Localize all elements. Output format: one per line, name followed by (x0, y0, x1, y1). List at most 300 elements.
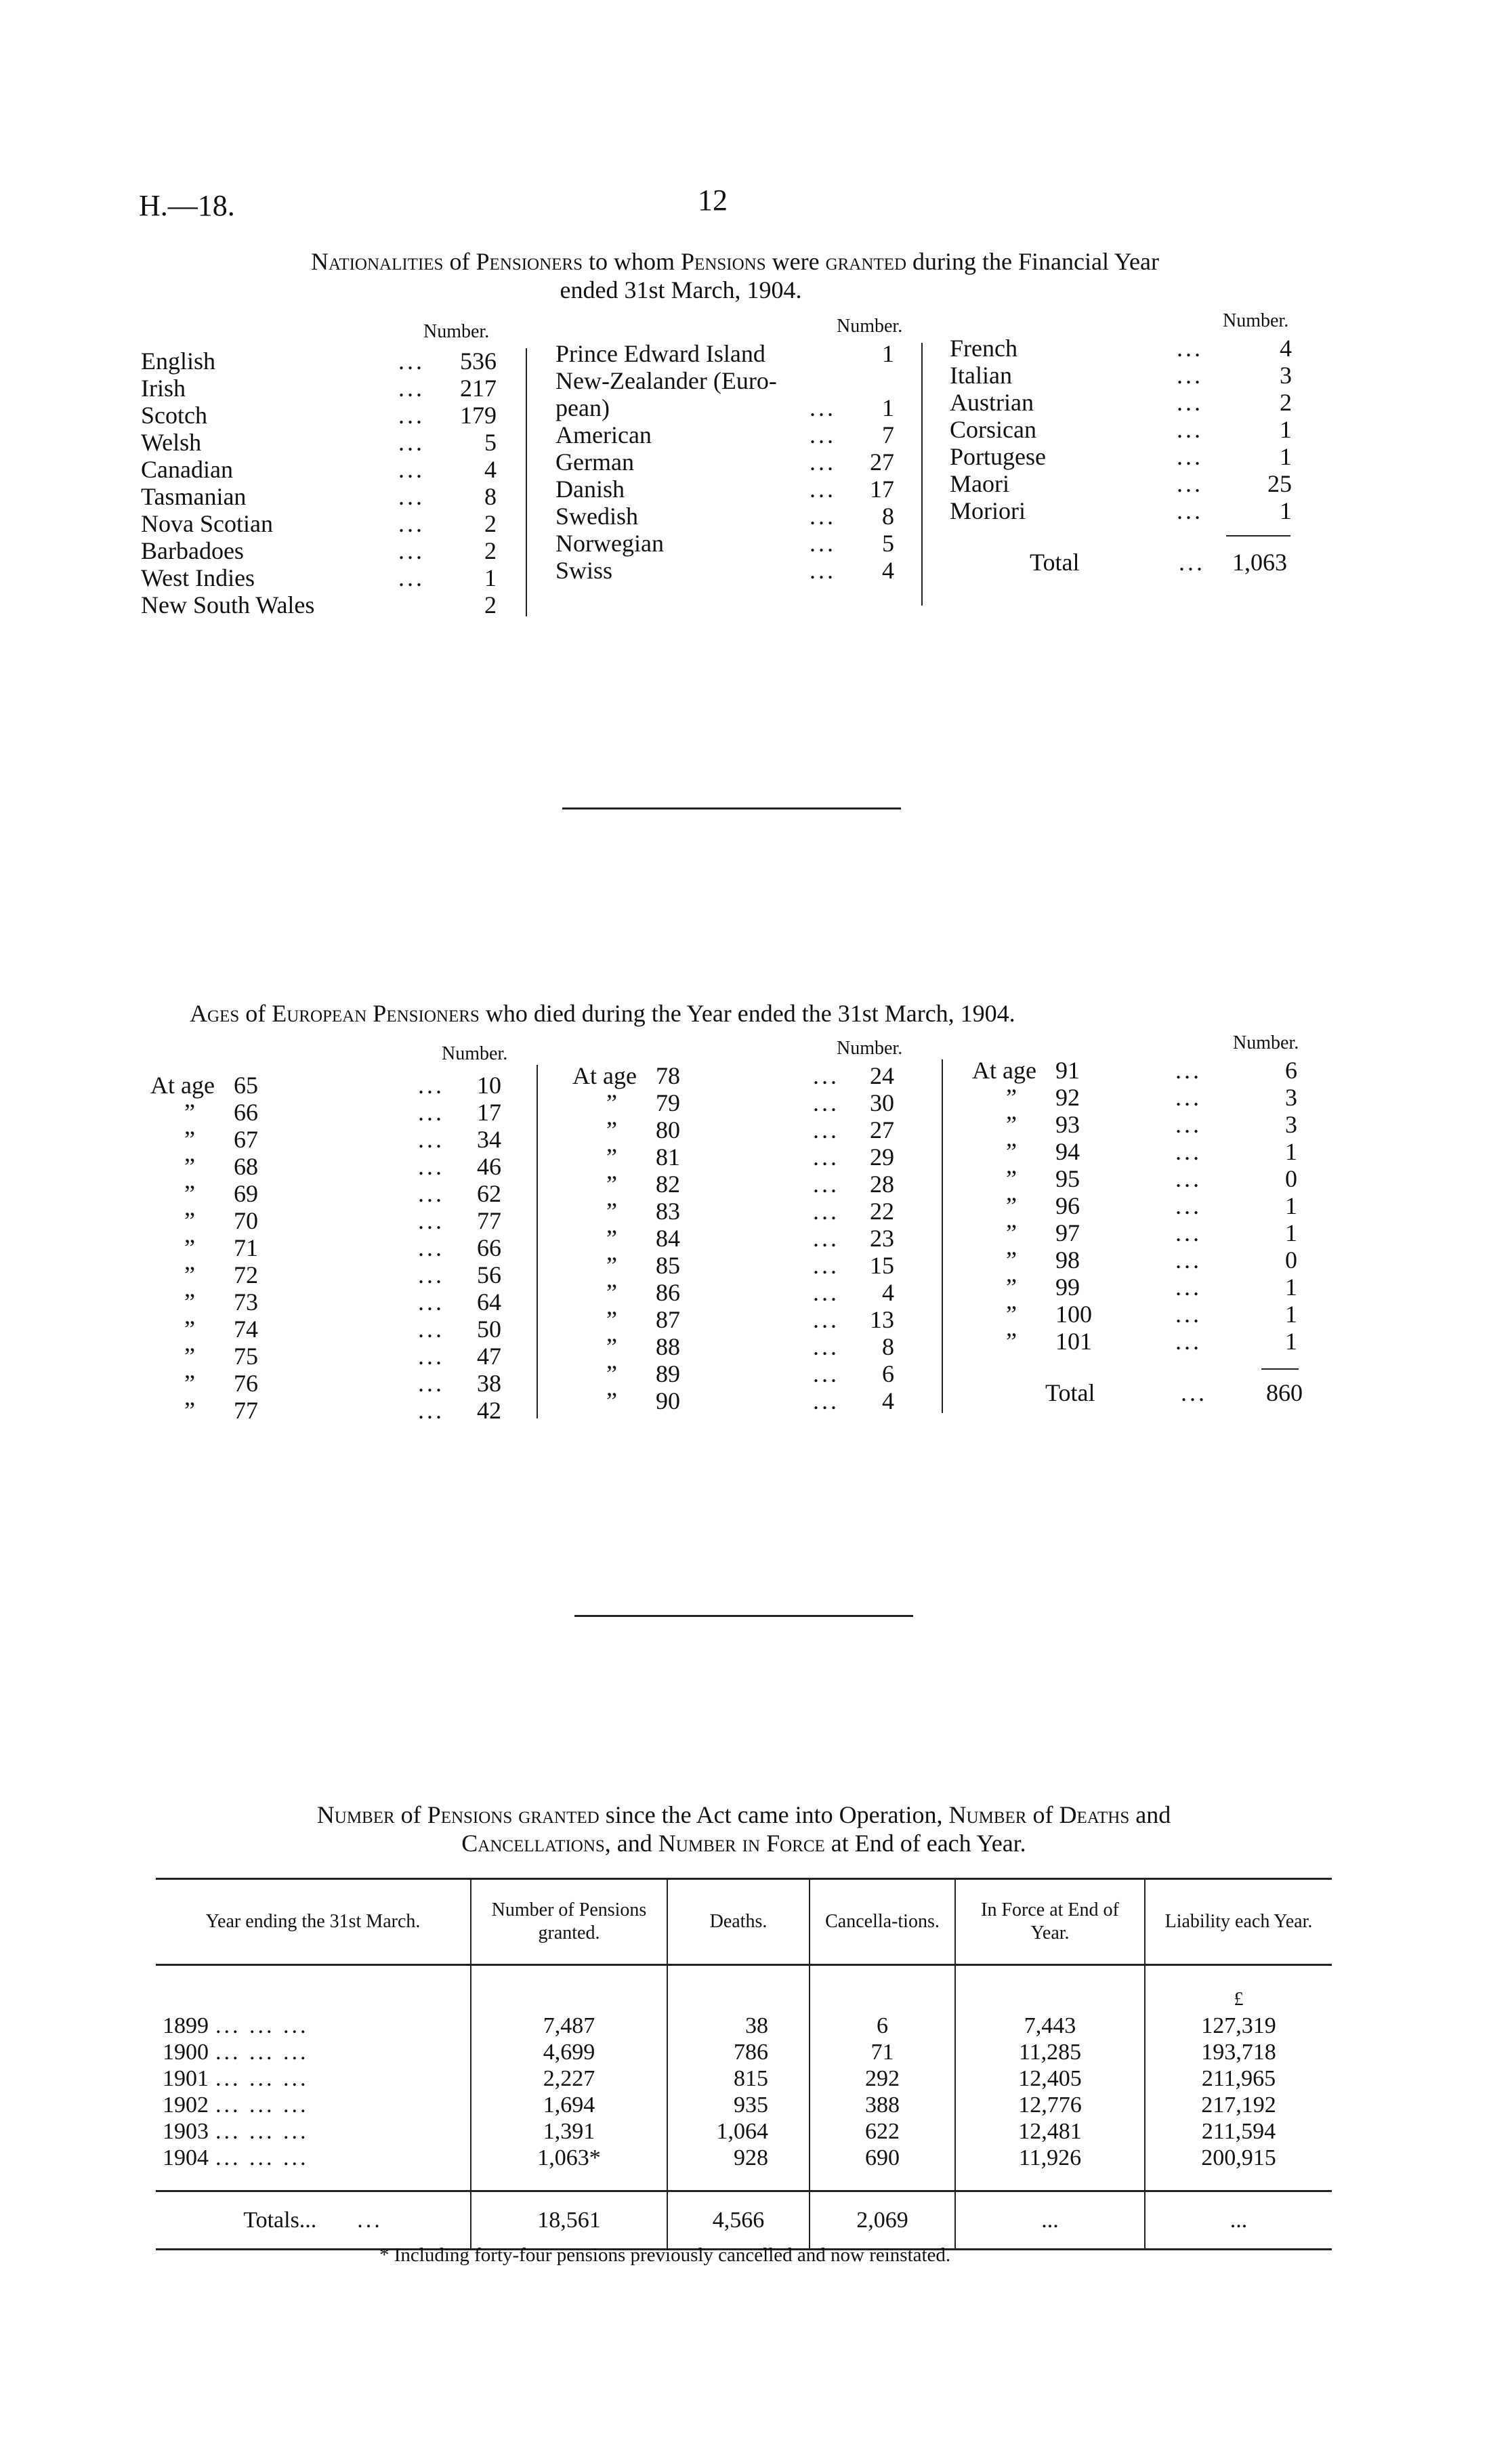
age-value: 95 (1055, 1165, 1080, 1192)
age-value: 76 (234, 1370, 258, 1397)
nationality-count: 4 (484, 456, 497, 483)
nationality-label: Swiss (555, 557, 613, 584)
nationality-label: Portugese (950, 443, 1046, 470)
age-count: 27 (870, 1116, 894, 1143)
totals-label: Totals... (243, 2208, 317, 2233)
age-value: 78 (656, 1062, 680, 1089)
nationality-label: Maori (950, 470, 1009, 497)
table-cell: 1903 ... ... ... (163, 2119, 309, 2144)
age-value: 85 (656, 1252, 680, 1279)
age-prefix: ” (1006, 1165, 1017, 1192)
table-cell: 12,481 (1018, 2119, 1082, 2144)
nationality-label: Corsican (950, 416, 1036, 443)
age-value: 73 (234, 1288, 258, 1316)
title-word: of (239, 1000, 272, 1027)
list-item: ” 101 ... 1 (1006, 1328, 1297, 1355)
age-prefix: ” (184, 1316, 195, 1343)
age-value: 66 (234, 1099, 258, 1126)
age-value: 71 (234, 1234, 258, 1261)
nationality-label: Swedish (555, 503, 639, 530)
age-value: 98 (1055, 1246, 1080, 1274)
age-value: 99 (1055, 1274, 1080, 1301)
total-label: Total (1045, 1379, 1095, 1406)
age-count: 3 (1285, 1084, 1297, 1111)
nationality-label: Moriori (950, 497, 1026, 524)
age-count: 56 (477, 1261, 501, 1288)
age-count: 1 (1285, 1138, 1297, 1165)
nationality-label: American (555, 421, 652, 448)
age-count: 1 (1285, 1219, 1297, 1246)
age-count: 42 (477, 1397, 501, 1424)
age-count: 62 (477, 1180, 501, 1207)
age-count: 8 (882, 1333, 894, 1360)
table-cell: 1,063* (537, 2145, 601, 2170)
age-prefix: ” (1006, 1328, 1017, 1355)
total-rule (1226, 535, 1290, 537)
age-count: 50 (477, 1316, 501, 1343)
table-cell: 211,594 (1201, 2119, 1276, 2144)
nationality-count: 1 (1280, 443, 1292, 470)
title-word: of (394, 1801, 427, 1828)
totals-in-force: ... (955, 2191, 1145, 2250)
list-item: ” 80 ... 27 (606, 1116, 894, 1143)
list-item: Nova Scotian ... 2 (141, 510, 497, 537)
footnote: * Including forty-four pensions previously cancelled and now reinstated. (379, 2244, 951, 2266)
table-cell: 11,926 (1018, 2145, 1082, 2170)
table-header-row (156, 1879, 1332, 1965)
age-prefix: At age (572, 1062, 637, 1089)
list-item: ” 66 ... 17 (184, 1099, 501, 1126)
title-word: Number in Force (658, 1830, 825, 1857)
list-item: ” 76 ... 38 (184, 1370, 501, 1397)
age-prefix: At age (972, 1057, 1036, 1084)
age-value: 74 (234, 1316, 258, 1343)
deaths-column (675, 1986, 802, 2171)
list-item: ” 94 ... 1 (1006, 1138, 1297, 1165)
list-item: ” 79 ... 30 (606, 1089, 894, 1116)
list-item: At age 65 ... 10 (150, 1072, 501, 1099)
nationality-label: Nova Scotian (141, 510, 273, 537)
column-heading: Number. (442, 1043, 508, 1064)
list-item: Tasmanian ... 8 (141, 483, 497, 510)
title-word: Pensions granted (427, 1801, 600, 1828)
table-cell: 786 (734, 2040, 768, 2065)
nationality-count: 4 (1280, 335, 1292, 362)
nationality-label: Welsh (141, 429, 202, 456)
nationality-count: 1 (484, 564, 497, 591)
title-word: Deaths (1059, 1801, 1130, 1828)
header-cancellations: Cancella-tions. (810, 1879, 955, 1965)
table-totals-row: Totals... ... 18,561 4,566 2,069 ... ... (156, 2191, 1332, 2250)
list-item: Austrian ... 2 (950, 389, 1292, 416)
table-cell: 7,487 (543, 2013, 595, 2038)
nationality-label: Irish (141, 375, 186, 402)
nationality-label: Prince Edward Island (555, 340, 765, 367)
nationality-count: 1 (1280, 497, 1292, 524)
nationality-label: Austrian (950, 389, 1034, 416)
table-cell: 71 (870, 2040, 894, 2065)
age-count: 1 (1285, 1192, 1297, 1219)
list-item: West Indies ... 1 (141, 564, 497, 591)
column-heading: Number. (1223, 310, 1289, 331)
list-item: Maori ... 25 (950, 470, 1292, 497)
column-divider (526, 348, 527, 616)
list-item (555, 367, 894, 394)
year-value: 1904 (163, 2145, 209, 2170)
title-word: , and (604, 1830, 658, 1857)
title-word: of (1026, 1801, 1059, 1828)
ages-title (190, 999, 1328, 1028)
list-item: ” 84 ... 23 (606, 1225, 894, 1252)
totals-cancellations: 2,069 (810, 2191, 955, 2250)
table-cell: 193,718 (1201, 2040, 1276, 2065)
age-value: 84 (656, 1225, 680, 1252)
list-item: Moriori ... 1 (950, 497, 1292, 524)
list-item (555, 340, 894, 367)
table-cell: 1899 ... ... ... (163, 2013, 309, 2038)
nationality-count: 217 (460, 375, 497, 402)
age-count: 13 (870, 1306, 894, 1333)
table-cell: 1900 ... ... ... (163, 2040, 309, 2065)
age-prefix: ” (606, 1306, 617, 1333)
age-value: 82 (656, 1171, 680, 1198)
nationality-label: English (141, 348, 216, 375)
list-item: ” 87 ... 13 (606, 1306, 894, 1333)
table-cell: 1,391 (543, 2119, 595, 2144)
section-separator (562, 807, 901, 809)
age-count: 17 (477, 1099, 501, 1126)
list-item: Danish ... 17 (555, 476, 894, 503)
age-count: 1 (1285, 1301, 1297, 1328)
header-year: Year ending the 31st March. (156, 1879, 471, 1965)
age-prefix: ” (606, 1143, 617, 1171)
age-value: 96 (1055, 1192, 1080, 1219)
ages-total: Total ... 860 (1045, 1379, 1303, 1406)
list-item: Portugese ... 1 (950, 443, 1292, 470)
age-prefix: ” (606, 1116, 617, 1143)
age-prefix: ” (606, 1279, 617, 1306)
table-body (156, 1965, 1332, 2191)
age-prefix: ” (606, 1360, 617, 1387)
pensions-table (156, 1878, 1332, 2250)
table-cell: 12,405 (1018, 2066, 1082, 2091)
list-item: French ... 4 (950, 335, 1292, 362)
list-item: ” 89 ... 6 (606, 1360, 894, 1387)
header-liability: Liability each Year. (1145, 1879, 1332, 1965)
liability-column (1152, 1986, 1325, 2171)
age-prefix: ” (1006, 1246, 1017, 1274)
table-cell: 690 (865, 2145, 900, 2170)
totals-granted: 18,561 (471, 2191, 667, 2250)
header-granted: Number of Pensions granted. (471, 1879, 667, 1965)
age-prefix: ” (184, 1153, 195, 1180)
header-in-force: In Force at End of Year. (955, 1879, 1145, 1965)
age-prefix: ” (184, 1099, 195, 1126)
page-number: 12 (698, 184, 728, 217)
list-item: Welsh ... 5 (141, 429, 497, 456)
age-prefix: ” (184, 1261, 195, 1288)
list-item: ” 96 ... 1 (1006, 1192, 1297, 1219)
list-item: ” 99 ... 1 (1006, 1274, 1297, 1301)
list-item: ” 72 ... 56 (184, 1261, 501, 1288)
age-count: 66 (477, 1234, 501, 1261)
age-prefix: ” (606, 1387, 617, 1414)
nationality-label: Danish (555, 476, 625, 503)
age-prefix: ” (606, 1333, 617, 1360)
age-value: 70 (234, 1207, 258, 1234)
age-prefix: ” (184, 1288, 195, 1316)
table-cell: 928 (734, 2145, 768, 2170)
nationality-count: 5 (882, 530, 894, 557)
list-item: ” 93 ... 3 (1006, 1111, 1297, 1138)
table-cell: 200,915 (1201, 2145, 1276, 2170)
age-value: 92 (1055, 1084, 1080, 1111)
year-value: 1899 (163, 2013, 209, 2038)
age-prefix: At age (150, 1072, 215, 1099)
list-item: ” 98 ... 0 (1006, 1246, 1297, 1274)
list-item: ” 69 ... 62 (184, 1180, 501, 1207)
age-count: 29 (870, 1143, 894, 1171)
table-cell: 292 (865, 2066, 900, 2091)
list-item: German ... 27 (555, 448, 894, 476)
title-line-2: ended 31st March, 1904. (560, 276, 802, 303)
age-count: 4 (882, 1279, 894, 1306)
totals-liability: ... (1145, 2191, 1332, 2250)
nationality-label: Canadian (141, 456, 233, 483)
age-count: 64 (477, 1288, 501, 1316)
age-value: 68 (234, 1153, 258, 1180)
table-cell: 1902 ... ... ... (163, 2092, 309, 2118)
age-count: 47 (477, 1343, 501, 1370)
list-item: ” 70 ... 77 (184, 1207, 501, 1234)
age-prefix: ” (1006, 1111, 1017, 1138)
age-count: 34 (477, 1126, 501, 1153)
nationality-count: 17 (870, 476, 894, 503)
total-value: 1,063 (1232, 549, 1287, 576)
age-value: 88 (656, 1333, 680, 1360)
table-cell: 211,965 (1201, 2066, 1276, 2091)
list-item: ” 81 ... 29 (606, 1143, 894, 1171)
nationality-count: 8 (484, 483, 497, 510)
nationality-count: 5 (484, 429, 497, 456)
list-item: American ... 7 (555, 421, 894, 448)
age-value: 86 (656, 1279, 680, 1306)
column-heading: Number. (1233, 1032, 1299, 1053)
column-heading: Number. (837, 1038, 903, 1059)
nationality-label: Barbadoes (141, 537, 244, 564)
nationality-count: 7 (882, 421, 894, 448)
list-item: Scotch ... 179 (141, 402, 497, 429)
list-item: Barbadoes ... 2 (141, 537, 497, 564)
title-word: during the Financial Year (906, 248, 1159, 275)
title-word: to whom (583, 248, 681, 275)
document-reference: H.—18. (139, 189, 235, 222)
age-prefix: ” (606, 1225, 617, 1252)
nationality-count: 1 (882, 340, 894, 367)
total-value: 860 (1266, 1379, 1303, 1406)
nationality-count: 2 (484, 537, 497, 564)
age-value: 75 (234, 1343, 258, 1370)
age-value: 77 (234, 1397, 258, 1424)
nationality-label: German (555, 448, 634, 476)
title-word: European Pensioners (272, 1000, 480, 1027)
nationality-count: 1 (1280, 416, 1292, 443)
total-label: Total (1030, 549, 1080, 576)
age-count: 0 (1285, 1165, 1297, 1192)
table-cell: 935 (734, 2092, 768, 2118)
age-prefix: ” (606, 1171, 617, 1198)
in-force-column (963, 1986, 1137, 2171)
nationality-label: West Indies (141, 564, 255, 591)
age-count: 38 (477, 1370, 501, 1397)
nationality-count: 25 (1267, 470, 1292, 497)
pensions-table-title (156, 1801, 1332, 1857)
year-value: 1902 (163, 2092, 209, 2118)
age-value: 83 (656, 1198, 680, 1225)
list-item: ” 67 ... 34 (184, 1126, 501, 1153)
table-cell: 815 (734, 2066, 768, 2091)
table-cell: 7,443 (1024, 2013, 1076, 2038)
year-value: 1900 (163, 2040, 209, 2065)
cancellations-column (817, 1986, 948, 2171)
list-item: ” 74 ... 50 (184, 1316, 501, 1343)
age-count: 1 (1285, 1274, 1297, 1301)
age-prefix: ” (1006, 1219, 1017, 1246)
age-prefix: ” (184, 1126, 195, 1153)
age-prefix: ” (1006, 1192, 1017, 1219)
table-cell: 6 (877, 2013, 888, 2038)
age-prefix: ” (184, 1343, 195, 1370)
title-word: Pensions (681, 248, 766, 275)
age-value: 67 (234, 1126, 258, 1153)
nationality-label: French (950, 335, 1017, 362)
list-item: ” 100 ... 1 (1006, 1301, 1297, 1328)
age-count: 30 (870, 1089, 894, 1116)
age-value: 100 (1055, 1301, 1092, 1328)
section-separator (574, 1615, 913, 1617)
title-word: Number (948, 1801, 1027, 1828)
title-word: granted (825, 248, 907, 275)
table-cell: 38 (745, 2013, 768, 2038)
nationality-count: 2 (1280, 389, 1292, 416)
title-word: Nationalities (311, 248, 444, 275)
age-value: 69 (234, 1180, 258, 1207)
title-word: Number (316, 1801, 395, 1828)
list-item: Canadian ... 4 (141, 456, 497, 483)
age-prefix: ” (184, 1370, 195, 1397)
year-value: 1903 (163, 2119, 209, 2144)
age-count: 24 (870, 1062, 894, 1089)
list-item: ” 73 ... 64 (184, 1288, 501, 1316)
nationality-count: 2 (484, 591, 497, 618)
table-cell: 388 (865, 2092, 900, 2118)
table-cell: 1,064 (716, 2119, 768, 2144)
list-item (141, 591, 497, 618)
age-value: 87 (656, 1306, 680, 1333)
age-value: 101 (1055, 1328, 1092, 1355)
age-count: 6 (882, 1360, 894, 1387)
age-count: 28 (870, 1171, 894, 1198)
column-heading: Number. (837, 316, 903, 337)
age-value: 97 (1055, 1219, 1080, 1246)
nationality-label: Norwegian (555, 530, 664, 557)
list-item: ” 82 ... 28 (606, 1171, 894, 1198)
column-heading: Number. (423, 321, 490, 342)
age-count: 77 (477, 1207, 501, 1234)
age-prefix: ” (1006, 1084, 1017, 1111)
title-word: who died during the Year ended the 31st March, 1904. (479, 1000, 1015, 1027)
age-value: 93 (1055, 1111, 1080, 1138)
list-item: Norwegian ... 5 (555, 530, 894, 557)
list-item: Italian ... 3 (950, 362, 1292, 389)
title-word: since the Act came into Operation, (599, 1801, 949, 1828)
age-value: 94 (1055, 1138, 1080, 1165)
year-value: 1901 (163, 2066, 209, 2091)
nationality-label: Italian (950, 362, 1012, 389)
totals-deaths: 4,566 (667, 2191, 810, 2250)
age-value: 79 (656, 1089, 680, 1116)
header-deaths: Deaths. (667, 1879, 810, 1965)
table-cell: 1,694 (543, 2092, 595, 2118)
nationality-count: 179 (460, 402, 497, 429)
age-prefix: ” (184, 1397, 195, 1424)
age-count: 46 (477, 1153, 501, 1180)
nationalities-total: Total ... 1,063 (1030, 549, 1287, 576)
total-rule (1261, 1368, 1299, 1370)
column-divider (921, 343, 923, 606)
table-cell: 12,776 (1018, 2092, 1082, 2118)
list-item: ” 90 ... 4 (606, 1387, 894, 1414)
age-count: 3 (1285, 1111, 1297, 1138)
nationality-label: Scotch (141, 402, 207, 429)
title-word: Cancellations (461, 1830, 605, 1857)
nationality-count: 536 (460, 348, 497, 375)
list-item: Swiss ... 4 (555, 557, 894, 584)
granted-column (478, 1986, 660, 2171)
nationality-count: 27 (870, 448, 894, 476)
list-item: Swedish ... 8 (555, 503, 894, 530)
list-item: At age 78 ... 24 (572, 1062, 894, 1089)
list-item: pean) ... 1 (555, 394, 894, 421)
title-word: were (765, 248, 826, 275)
title-word: Pensioners (476, 248, 583, 275)
nationality-count: 2 (484, 510, 497, 537)
list-item: ” 75 ... 47 (184, 1343, 501, 1370)
list-item: ” 88 ... 8 (606, 1333, 894, 1360)
age-count: 1 (1285, 1328, 1297, 1355)
list-item: ” 95 ... 0 (1006, 1165, 1297, 1192)
age-value: 81 (656, 1143, 680, 1171)
age-prefix: ” (184, 1234, 195, 1261)
age-prefix: ” (184, 1180, 195, 1207)
list-item: ” 97 ... 1 (1006, 1219, 1297, 1246)
nationality-count: 8 (882, 503, 894, 530)
title-word: and (1129, 1801, 1171, 1828)
age-count: 15 (870, 1252, 894, 1279)
currency-symbol: £ (1234, 1989, 1244, 2010)
table-cell: 11,285 (1018, 2040, 1082, 2065)
table-cell: 127,319 (1201, 2013, 1276, 2038)
title-word: of (443, 248, 476, 275)
list-item: ” 71 ... 66 (184, 1234, 501, 1261)
age-prefix: ” (184, 1207, 195, 1234)
title-word: Ages (190, 1000, 240, 1027)
list-item: At age 91 ... 6 (972, 1057, 1297, 1084)
age-count: 10 (477, 1072, 501, 1099)
age-prefix: ” (1006, 1274, 1017, 1301)
title-word: at End of each Year. (824, 1830, 1026, 1857)
list-item: English ... 536 (141, 348, 497, 375)
